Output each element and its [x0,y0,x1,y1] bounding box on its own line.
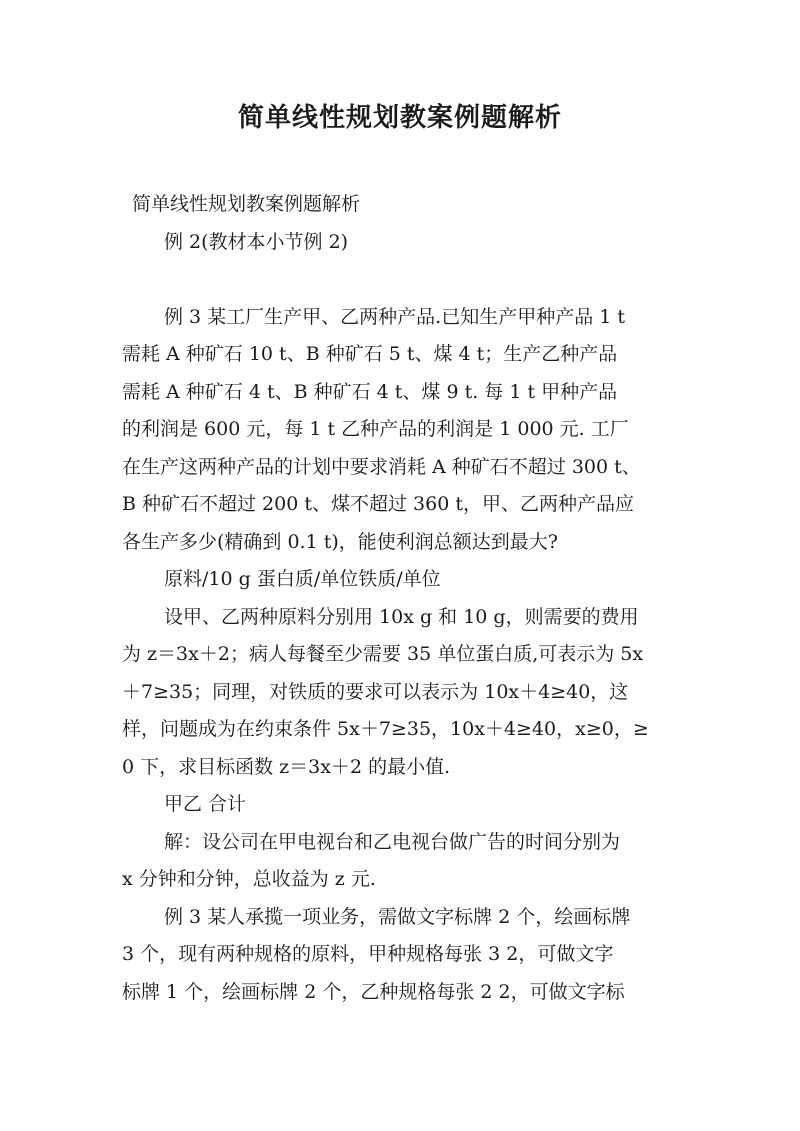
document-subtitle: 简单线性规划教案例题解析 [132,193,361,215]
paragraph-line: 各生产多少(精确到 0.1 t)，能使利润总额达到最大? [122,530,558,553]
paragraph-line: 例 3 某工厂生产甲、乙两种产品.已知生产甲种产品 1 t [164,305,626,328]
paragraph-line: 0 下，求目标函数 z＝3x＋2 的最小值. [122,755,451,778]
example3b-paragraph [122,899,682,1012]
diet-paragraph [122,599,682,787]
solution-paragraph [122,824,682,899]
paragraph-line: ＋7≥35；同理，对铁质的要求可以表示为 10x＋4≥40，这 [122,680,629,703]
paragraph-line: 的利润是 600 元，每 1 t 乙种产品的利润是 1 000 元. 工厂 [122,418,629,440]
paragraph-line: 例 3 某人承揽一项业务，需做文字标牌 2 个，绘画标牌 [164,905,631,928]
paragraph-line: 需耗 A 种矿石 10 t、B 种矿石 5 t、煤 4 t；生产乙种产品 [122,343,618,365]
paragraph-line: B 种矿石不超过 200 t、煤不超过 360 t，甲、乙两种产品应 [122,493,634,515]
paragraph-line: 标牌 1 个，绘画标牌 2 个，乙种规格每张 2 2，可做文字标 [122,980,625,1003]
example3-paragraph [122,299,682,562]
paragraph-line: 3 个，现有两种规格的原料，甲种规格每张 3 2，可做文字 [122,943,614,965]
paragraph-line: 在生产这两种产品的计划中要求消耗 A 种矿石不超过 300 t、 [122,455,641,478]
paragraph-line: x 分钟和分钟，总收益为 z 元. [122,868,376,890]
page-title: 简单线性规划教案例题解析 [237,103,562,133]
example2-heading: 例 2(教材本小节例 2) [164,230,349,253]
paragraph-line: 为 z＝3x＋2；病人每餐至少需要 35 单位蛋白质,可表示为 5x [122,643,644,665]
paragraph-line: 样，问题成为在约束条件 5x＋7≥35，10x＋4≥40，x≥0，≥ [122,718,649,740]
paragraph-line: 解：设公司在甲电视台和乙电视台做广告的时间分别为 [164,830,621,853]
table-header-line-2: 甲乙 合计 [164,793,247,815]
document-body [122,186,682,1011]
paragraph-line: 需耗 A 种矿石 4 t、B 种矿石 4 t、煤 9 t. 每 1 t 甲种产品 [122,380,618,403]
blank-line [122,261,682,299]
table-header-line: 原料/10 g 蛋白质/单位铁质/单位 [164,568,441,590]
paragraph-line: 设甲、乙两种原料分别用 10x g 和 10 g，则需要的费用 [164,605,639,628]
